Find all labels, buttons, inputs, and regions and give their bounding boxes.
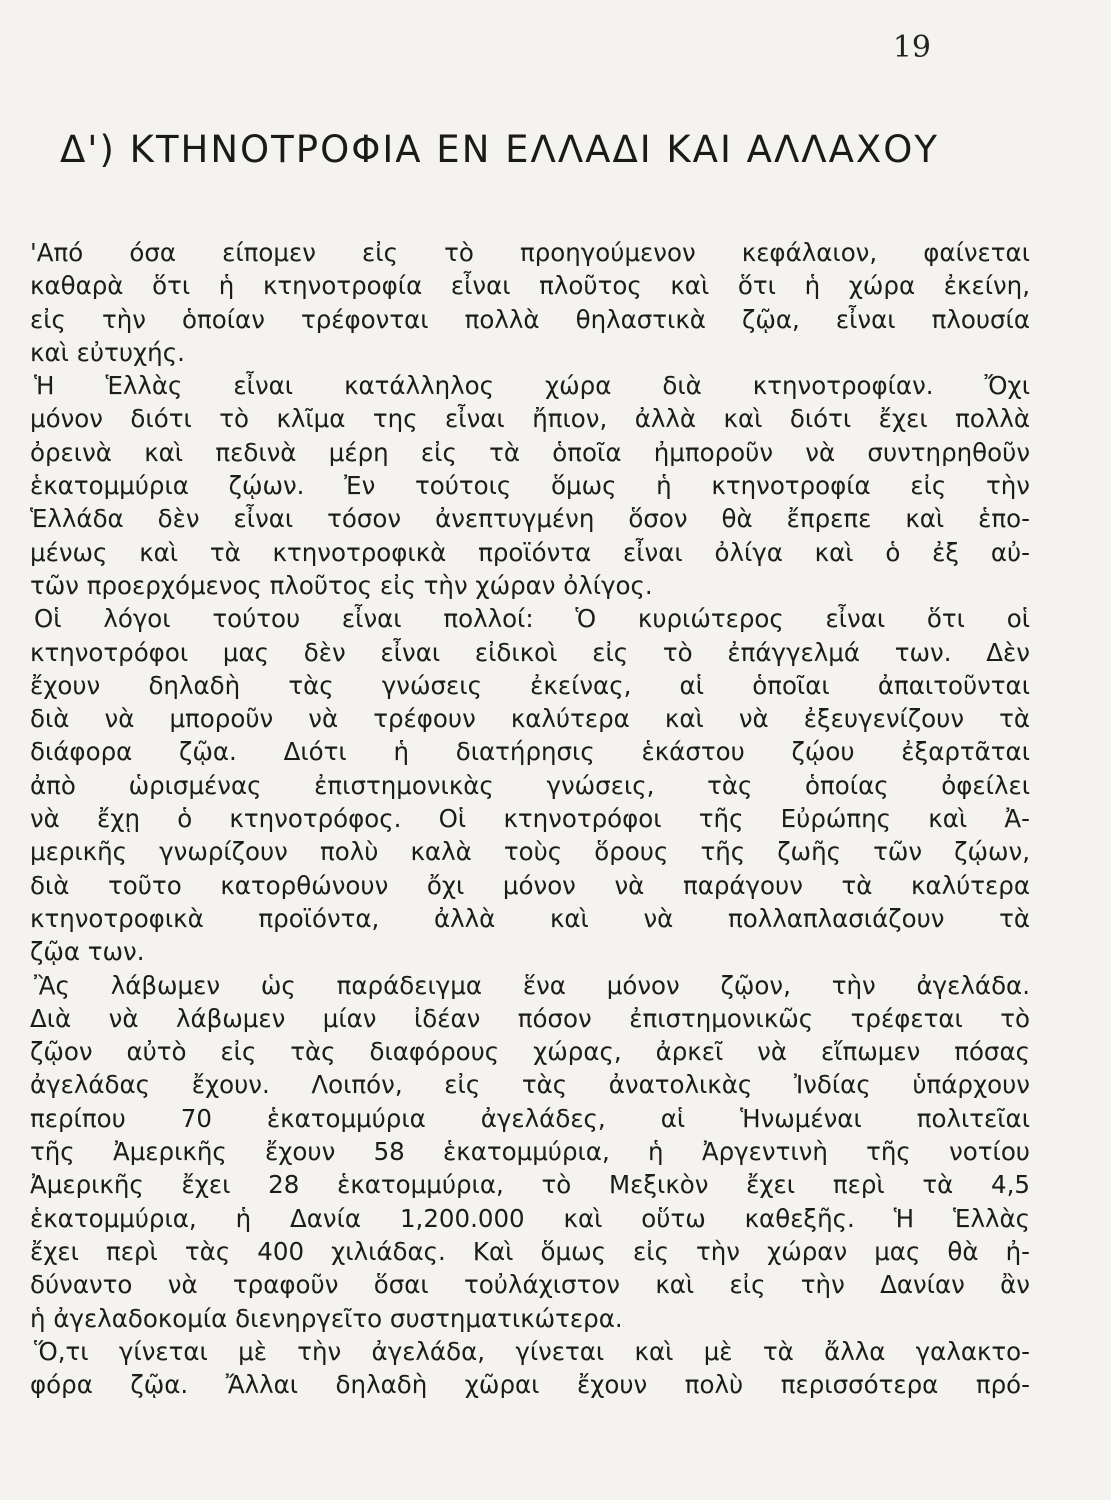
text-line: τῶν προερχόμενος πλοῦτος εἰς τὴν χώραν ὀλίγος. bbox=[30, 570, 653, 600]
text-line: ἡ ἀγελαδοκομία διενηργεῖτο συστηματικώτερα. bbox=[30, 1303, 623, 1333]
text-line: Ἂς λάβωμεν ὡς παράδειγμα ἕνα μόνον ζῷον, τὴν ἀγελάδα. bbox=[34, 970, 1030, 1000]
text-line: 'Από όσα είπομεν εἰς τὸ προηγούμενον κεφάλαιον, φαίνεται bbox=[30, 238, 1030, 267]
text-line: μόνον διότι τὸ κλῖμα της εἶναι ἤπιον, ἀλλὰ καὶ διότι ἔχει πολλὰ bbox=[30, 404, 1030, 434]
body-text bbox=[30, 236, 1030, 1401]
text-line: εἰς τὴν ὁποίαν τρέφονται πολλὰ θηλαστικὰ ζῷα, εἶναι πλουσία bbox=[30, 304, 1030, 334]
text-line: καὶ εὐτυχής. bbox=[30, 337, 185, 367]
text-line: κτηνοτρόφοι μας δὲν εἶναι εἰδικοὶ εἰς τὸ ἐπάγγελμά των. Δὲν bbox=[30, 637, 1030, 667]
text-line: φόρα ζῷα. Ἄλλαι δηλαδὴ χῶραι ἔχουν πολὺ περισσότερα πρό- bbox=[30, 1370, 1030, 1400]
text-line: ἑκατομμύρια ζῴων. Ἐν τούτοις ὅμως ἡ κτηνοτροφία εἰς τὴν bbox=[30, 471, 1030, 501]
text-line: μερικῆς γνωρίζουν πολὺ καλὰ τοὺς ὅρους τῆς ζωῆς τῶν ζῴων, bbox=[30, 837, 1030, 867]
text-line: ζῷον αὐτὸ εἰς τὰς διαφόρους χώρας, ἀρκεῖ νὰ εἴπωμεν πόσας bbox=[30, 1037, 1030, 1067]
text-line: διὰ νὰ μποροῦν νὰ τρέφουν καλύτερα καὶ νὰ ἐξευγενίζουν τὰ bbox=[30, 704, 1030, 734]
text-line: Ἑλλάδα δὲν εἶναι τόσον ἀνεπτυγμένη ὅσον θὰ ἔπρεπε καὶ ἑπο- bbox=[30, 504, 1030, 534]
text-line: ζῷα των. bbox=[30, 937, 145, 967]
text-line: ἔχει περὶ τὰς 400 χιλιάδας. Καὶ ὅμως εἰς τὴν χώραν μας θὰ ἠ- bbox=[30, 1236, 1030, 1266]
text-line: ἔχουν δηλαδὴ τὰς γνώσεις ἐκείνας, αἱ ὁποῖαι ἀπαιτοῦνται bbox=[30, 670, 1030, 700]
text-line: νὰ ἔχῃ ὁ κτηνοτρόφος. Οἱ κτηνοτρόφοι τῆς Εὐρώπης καὶ Ἀ- bbox=[30, 804, 1030, 834]
text-line: Οἱ λόγοι τούτου εἶναι πολλοί: Ὁ κυριώτερος εἶναι ὅτι οἱ bbox=[34, 604, 1030, 634]
text-line: τῆς Ἀμερικῆς ἔχουν 58 ἑκατομμύρια, ἡ Ἀργεντινὴ τῆς νοτίου bbox=[30, 1137, 1030, 1167]
text-line: ἑκατομμύρια, ἡ Δανία 1,200.000 καὶ οὕτω καθεξῆς. Ἡ Ἑλλὰς bbox=[30, 1203, 1030, 1233]
text-line: ἀγελάδας ἔχουν. Λοιπόν, εἰς τὰς ἀνατολικὰς Ἰνδίας ὑπάρχουν bbox=[30, 1070, 1030, 1100]
text-line: κτηνοτροφικὰ προϊόντα, ἀλλὰ καὶ νὰ πολλαπλασιάζουν τὰ bbox=[30, 903, 1030, 933]
text-line: Διὰ νὰ λάβωμεν μίαν ἰδέαν πόσον ἐπιστημονικῶς τρέφεται τὸ bbox=[30, 1003, 1030, 1033]
text-line: περίπου 70 ἑκατομμύρια ἀγελάδες, αἱ Ἡνωμέναι πολιτεῖαι bbox=[30, 1103, 1030, 1133]
page-number: 19 bbox=[892, 30, 931, 65]
text-line: διάφορα ζῷα. Διότι ἡ διατήρησις ἑκάστου ζῴου ἐξαρτᾶται bbox=[30, 737, 1030, 767]
text-line: Ἡ Ἑλλὰς εἶναι κατάλληλος χώρα διὰ κτηνοτροφίαν. Ὄχι bbox=[34, 371, 1030, 401]
text-line: ἀπὸ ὡρισμένας ἐπιστημονικὰς γνώσεις, τὰς ὁποίας ὀφείλει bbox=[30, 770, 1030, 800]
text-line: μένως καὶ τὰ κτηνοτροφικὰ προϊόντα εἶναι ὀλίγα καὶ ὁ ἐξ αὐ- bbox=[30, 537, 1030, 567]
section-heading: Δ') ΚΤΗΝΟΤΡΟΦΙΑ ΕΝ ΕΛΛΑΔΙ ΚΑΙ ΑΛΛΑΧΟΥ bbox=[60, 128, 939, 171]
text-line: δύναντο νὰ τραφοῦν ὅσαι τοὐλάχιστον καὶ εἰς τὴν Δανίαν ἂν bbox=[30, 1270, 1030, 1300]
text-line: ὀρεινὰ καὶ πεδινὰ μέρη εἰς τὰ ὁποῖα ἠμποροῦν νὰ συντηρηθοῦν bbox=[30, 437, 1030, 467]
text-line: καθαρὰ ὅτι ἡ κτηνοτροφία εἶναι πλοῦτος καὶ ὅτι ἡ χώρα ἐκείνη, bbox=[30, 271, 1030, 301]
text-line: Ὅ,τι γίνεται μὲ τὴν ἀγελάδα, γίνεται καὶ μὲ τὰ ἄλλα γαλακτο- bbox=[34, 1336, 1030, 1366]
text-line: Ἀμερικῆς ἔχει 28 ἑκατομμύρια, τὸ Μεξικὸν ἔχει περὶ τὰ 4,5 bbox=[30, 1170, 1030, 1200]
text-line: διὰ τοῦτο κατορθώνουν ὄχι μόνον νὰ παράγουν τὰ καλύτερα bbox=[30, 870, 1030, 900]
